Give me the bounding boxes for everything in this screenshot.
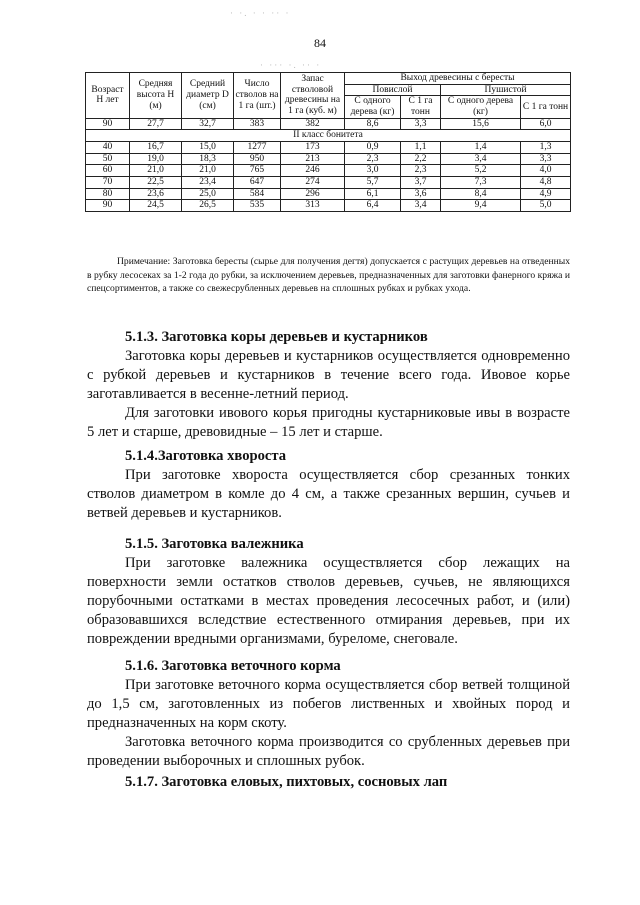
cell: 3,4 bbox=[401, 200, 441, 212]
header-pubescent: Пушистой bbox=[441, 84, 571, 96]
table-row bbox=[86, 165, 571, 177]
header-pend-per-tree: С одного дерева (кг) bbox=[345, 96, 401, 118]
cell: 24,5 bbox=[130, 200, 182, 212]
section-title: 5.1.5. Заготовка валежника bbox=[125, 536, 304, 552]
cell: 40 bbox=[86, 142, 130, 154]
paragraph: Заготовка веточного корма производится со срубленных деревьев при проведении выборочных и сплошных рубок. bbox=[87, 734, 570, 769]
page-number: 84 bbox=[314, 36, 326, 50]
section-5-1-5 bbox=[87, 535, 570, 649]
table-note bbox=[87, 255, 570, 296]
cell: 6,0 bbox=[521, 118, 571, 130]
header-stock: Запас стволовой древесины на 1 га (куб. м) bbox=[281, 73, 345, 119]
cell: 0,9 bbox=[345, 142, 401, 154]
cell: 23,6 bbox=[130, 188, 182, 200]
cell: 3,0 bbox=[345, 165, 401, 177]
cell: 173 bbox=[281, 142, 345, 154]
table-row bbox=[86, 200, 571, 212]
paragraph: Заготовка коры деревьев и кустарников осуществляется одновременно с рубкой деревьев и кустарников в течение всего года. Ивовое корье заготавливается в весенне-летний период. bbox=[87, 348, 570, 402]
section-title: 5.1.3. Заготовка коры деревьев и кустарников bbox=[125, 329, 428, 345]
paragraph: При заготовке хвороста осуществляется сбор срезанных тонких стволов диаметром в комле до 4 см, а также срезанных вершин, сучьев и ветвей деревьев и кустарников. bbox=[87, 467, 570, 521]
cell: 2,3 bbox=[345, 153, 401, 165]
birch-bark-yield-table bbox=[85, 72, 571, 212]
cell: 6,4 bbox=[345, 200, 401, 212]
cell: 535 bbox=[234, 200, 281, 212]
cell: 60 bbox=[86, 165, 130, 177]
cell: 584 bbox=[234, 188, 281, 200]
header-diameter: Средний диаметр D (см) bbox=[182, 73, 234, 119]
cell: 15,0 bbox=[182, 142, 234, 154]
class-label: II класс бонитета bbox=[86, 130, 571, 142]
table-row bbox=[86, 118, 571, 130]
header-age: Возраст Н лет bbox=[86, 73, 130, 119]
cell: 313 bbox=[281, 200, 345, 212]
class-row bbox=[86, 130, 571, 142]
cell: 25,0 bbox=[182, 188, 234, 200]
cell: 27,7 bbox=[130, 118, 182, 130]
table-row bbox=[86, 177, 571, 189]
cell: 5,7 bbox=[345, 177, 401, 189]
section-5-1-7 bbox=[87, 773, 570, 792]
header-pend-per-ha: С 1 га тонн bbox=[401, 96, 441, 118]
cell: 2,3 bbox=[401, 165, 441, 177]
cell: 22,5 bbox=[130, 177, 182, 189]
cell: 26,5 bbox=[182, 200, 234, 212]
cell: 21,0 bbox=[182, 165, 234, 177]
cell: 2,2 bbox=[401, 153, 441, 165]
cell: 3,7 bbox=[401, 177, 441, 189]
cell: 15,6 bbox=[441, 118, 521, 130]
cell: 9,4 bbox=[441, 200, 521, 212]
section-5-1-3 bbox=[87, 328, 570, 442]
cell: 3,6 bbox=[401, 188, 441, 200]
cell: 16,7 bbox=[130, 142, 182, 154]
cell: 3,3 bbox=[521, 153, 571, 165]
cell: 32,7 bbox=[182, 118, 234, 130]
cell: 8,6 bbox=[345, 118, 401, 130]
header-height: Средняя высота Н (м) bbox=[130, 73, 182, 119]
section-title: 5.1.4.Заготовка хвороста bbox=[125, 448, 287, 464]
cell: 1,1 bbox=[401, 142, 441, 154]
paragraph: При заготовке валежника осуществляется сбор лежащих на поверхности земли остатков стволов деревьев, сучьев, не являющихся порубочными остатками в местах проведения лесосечных работ, и (или) образовавшихся вследствие естественного отмирания деревьев, при их повреждении вредными организмами, буреломе, снеговале. bbox=[87, 555, 570, 647]
cell: 1,3 bbox=[521, 142, 571, 154]
cell: 50 bbox=[86, 153, 130, 165]
cell: 213 bbox=[281, 153, 345, 165]
cell: 23,4 bbox=[182, 177, 234, 189]
header-stems: Число стволов на 1 га (шт.) bbox=[234, 73, 281, 119]
cell: 90 bbox=[86, 118, 130, 130]
cell: 21,0 bbox=[130, 165, 182, 177]
note-text: Примечание: Заготовка бересты (сырье для получения дегтя) допускается с растущих деревьев на отведенных в рубку лесосеках за 1-2 года до рубки, за исключением деревьев, предназначенных для заготовки фанерного кряжа и спецсортиментов, а также со свежесрубленных деревьев на сплошных рубках и рубках ухода. bbox=[87, 256, 570, 295]
section-5-1-6 bbox=[87, 657, 570, 771]
table-row bbox=[86, 142, 571, 154]
cell: 383 bbox=[234, 118, 281, 130]
cell: 6,1 bbox=[345, 188, 401, 200]
header-pub-per-tree: С одного дерева (кг) bbox=[441, 96, 521, 118]
cell: 647 bbox=[234, 177, 281, 189]
table-row bbox=[86, 153, 571, 165]
cell: 8,4 bbox=[441, 188, 521, 200]
cell: 4,0 bbox=[521, 165, 571, 177]
scan-noise: · ·. · · ·· · bbox=[230, 8, 291, 18]
header-pub-per-ha: С 1 га тонн bbox=[521, 96, 571, 118]
cell: 19,0 bbox=[130, 153, 182, 165]
cell: 4,8 bbox=[521, 177, 571, 189]
cell: 1277 bbox=[234, 142, 281, 154]
cell: 3,3 bbox=[401, 118, 441, 130]
cell: 382 bbox=[281, 118, 345, 130]
section-5-1-4 bbox=[87, 447, 570, 523]
header-pendulous: Повислой bbox=[345, 84, 441, 96]
cell: 80 bbox=[86, 188, 130, 200]
cell: 70 bbox=[86, 177, 130, 189]
cell: 950 bbox=[234, 153, 281, 165]
cell: 1,4 bbox=[441, 142, 521, 154]
cell: 90 bbox=[86, 200, 130, 212]
cell: 18,3 bbox=[182, 153, 234, 165]
cell: 296 bbox=[281, 188, 345, 200]
cell: 3,4 bbox=[441, 153, 521, 165]
cell: 5,2 bbox=[441, 165, 521, 177]
cell: 246 bbox=[281, 165, 345, 177]
paragraph: При заготовке веточного корма осуществляется сбор ветвей толщиной до 1,5 см, заготовленных из побегов лиственных и хвойных пород и предназначенных на корм скоту. bbox=[87, 677, 570, 731]
cell: 7,3 bbox=[441, 177, 521, 189]
section-title: 5.1.7. Заготовка еловых, пихтовых, сосновых лап bbox=[125, 774, 448, 790]
cell: 274 bbox=[281, 177, 345, 189]
scan-noise: · ··· ·. ·· · bbox=[260, 60, 322, 70]
paragraph: Для заготовки ивового корья пригодны кустарниковые ивы в возрасте 5 лет и старше, древовидные – 15 лет и старше. bbox=[87, 405, 570, 440]
section-title: 5.1.6. Заготовка веточного корма bbox=[125, 658, 341, 674]
cell: 765 bbox=[234, 165, 281, 177]
table-row bbox=[86, 188, 571, 200]
cell: 4,9 bbox=[521, 188, 571, 200]
header-yield: Выход древесины с бересты bbox=[345, 73, 571, 85]
cell: 5,0 bbox=[521, 200, 571, 212]
